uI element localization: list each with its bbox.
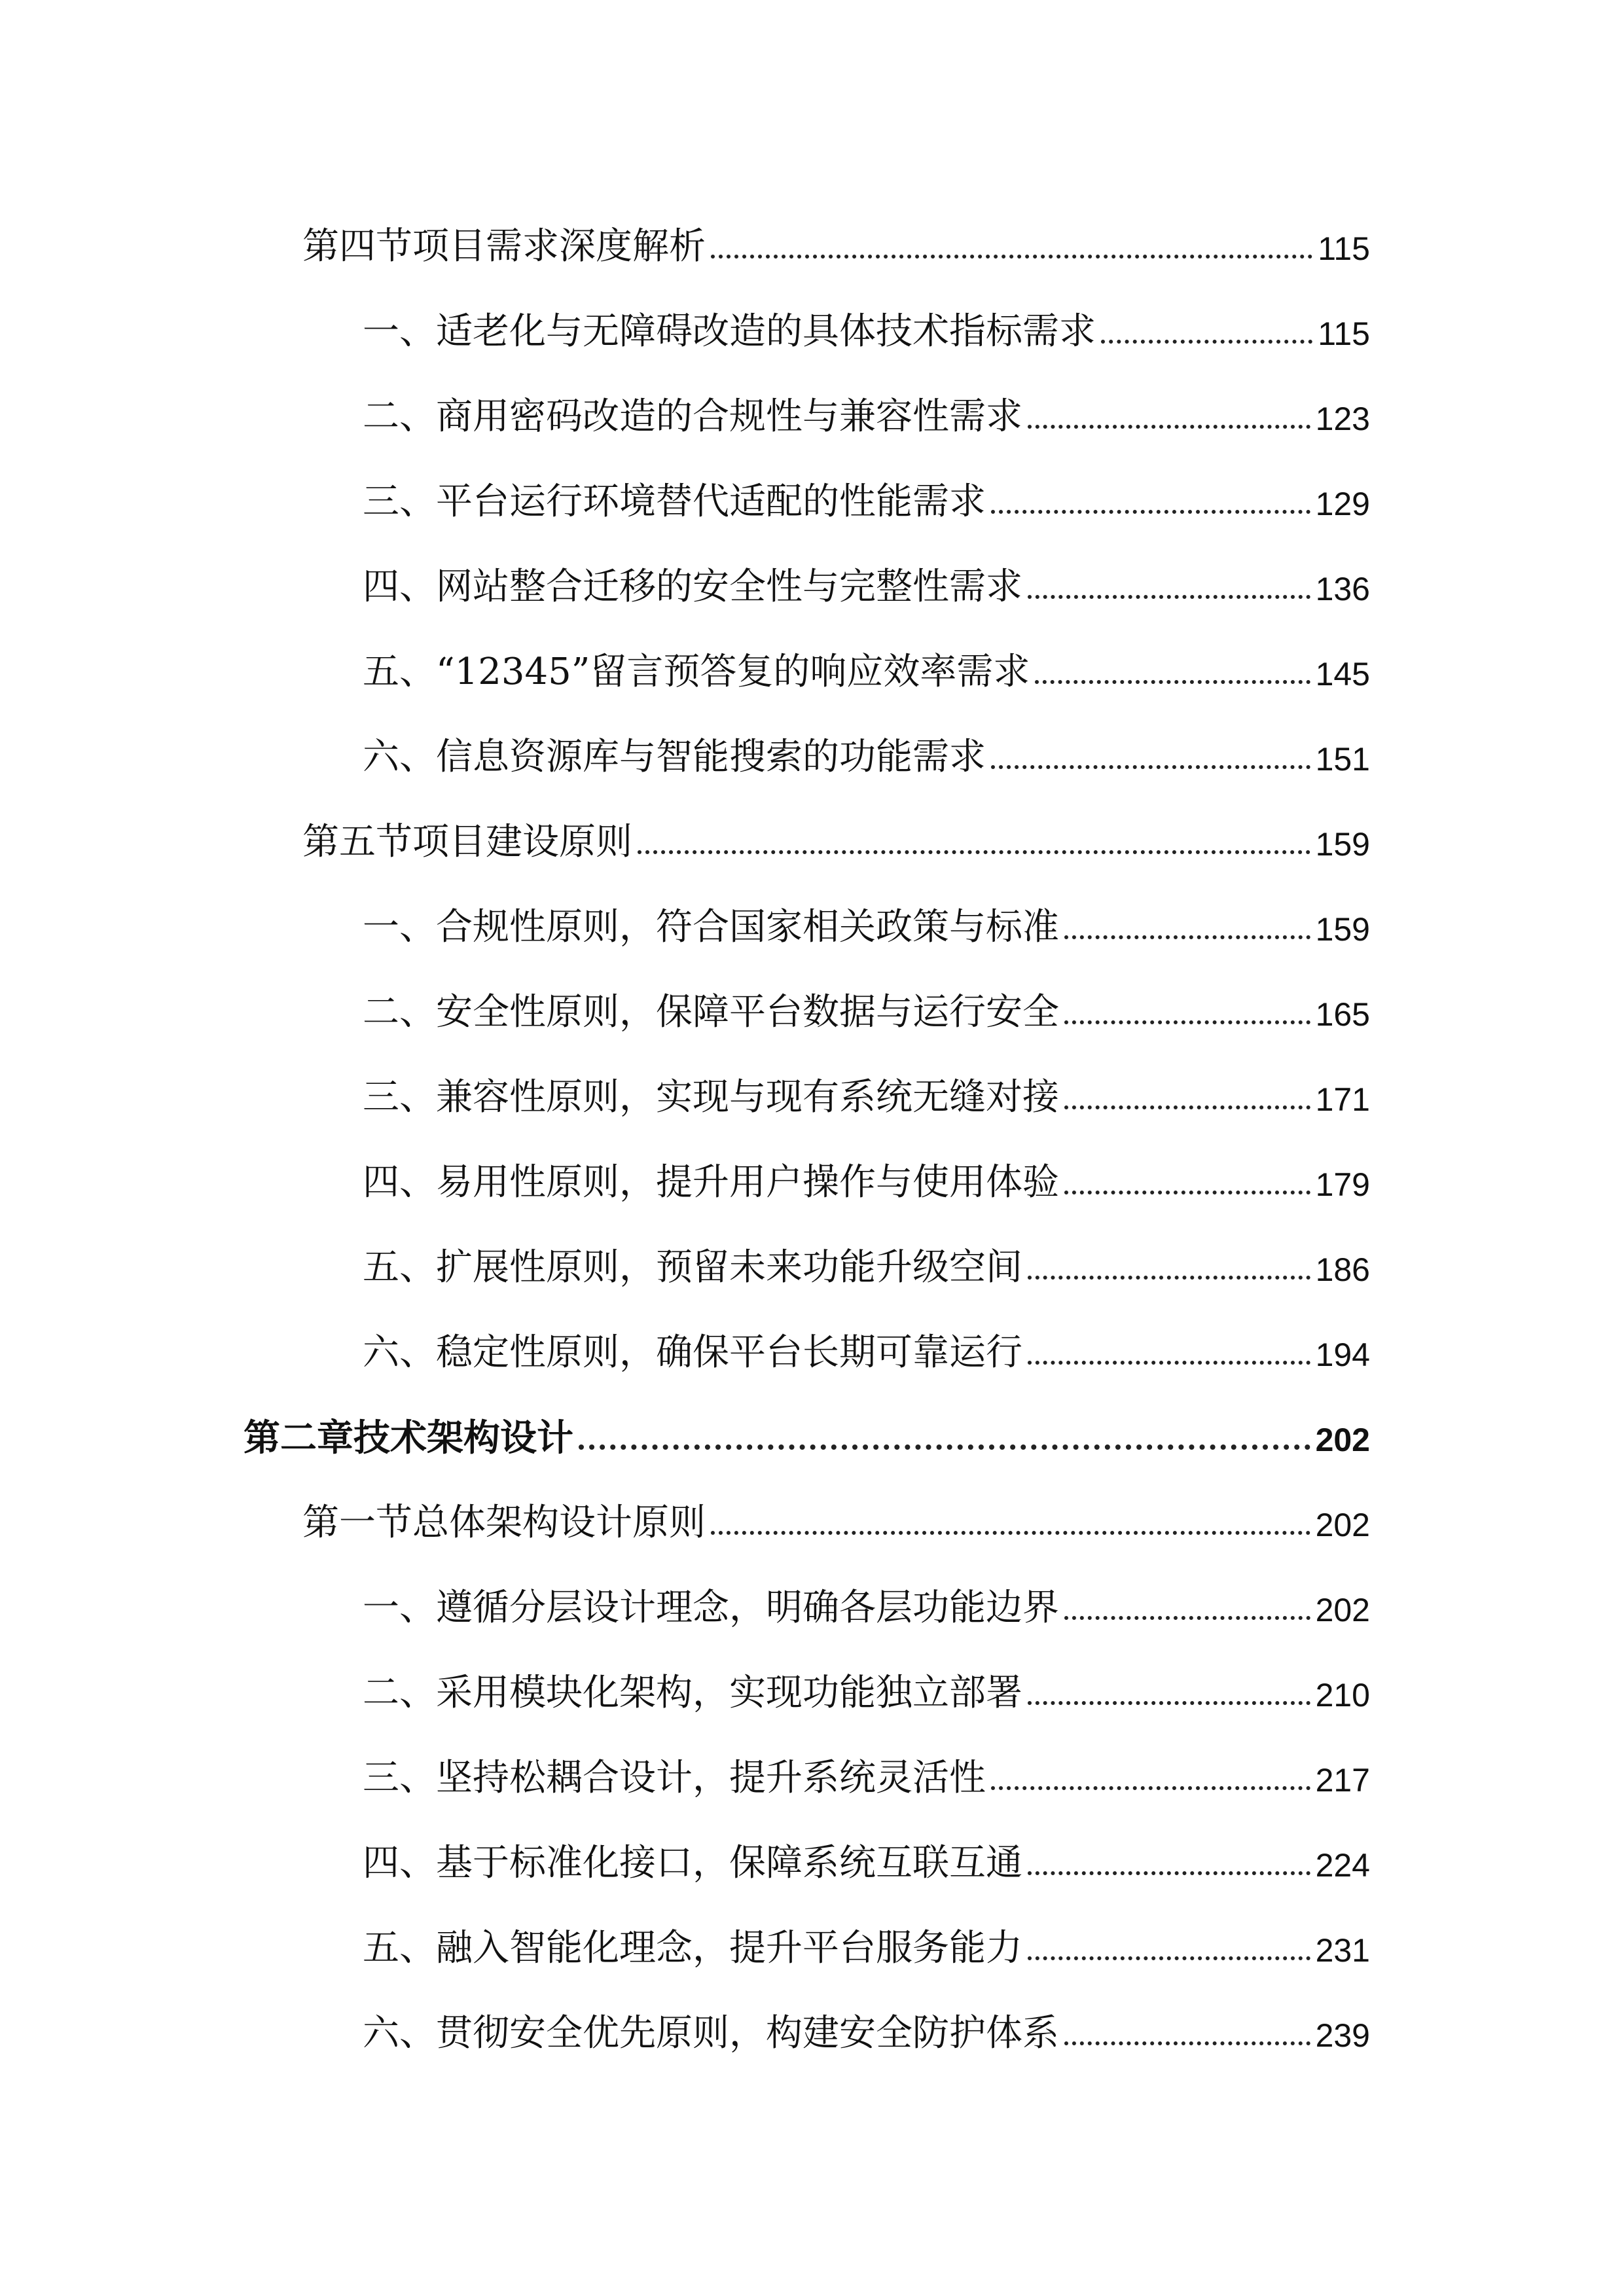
- dot-leader: [991, 1786, 1310, 1790]
- dot-leader: [1028, 1956, 1310, 1960]
- dot-leader: [1101, 340, 1312, 344]
- dot-leader: [1064, 1105, 1310, 1109]
- toc-entry-section[interactable]: [302, 1489, 1370, 1544]
- toc-entry-title: 四、基于标准化接口，保障系统互联互通: [363, 1842, 1022, 1884]
- dot-leader: [1028, 1276, 1310, 1280]
- dot-leader: [579, 1444, 1310, 1450]
- toc-entry-page-number: 202: [1315, 1422, 1370, 1458]
- dot-leader: [1064, 1616, 1310, 1620]
- toc-entry-title: 一、适老化与无障碍改造的具体技术指标需求: [363, 310, 1096, 353]
- toc-entry-title: 五、“12345”留言预答复的响应效率需求: [363, 651, 1030, 693]
- toc-entry-title: 第一节总体架构设计原则: [302, 1501, 706, 1544]
- toc-entry-title: 二、安全性原则，保障平台数据与运行安全: [363, 991, 1059, 1033]
- toc-entry-item[interactable]: [363, 468, 1370, 523]
- toc-entry-chapter[interactable]: [244, 1404, 1370, 1460]
- toc-entry-page-number: 217: [1315, 1762, 1370, 1799]
- toc-entry-item[interactable]: [363, 978, 1370, 1031]
- toc-entry-page-number: 159: [1315, 826, 1370, 863]
- toc-entry-item[interactable]: [363, 2000, 1370, 2052]
- toc-entry-title: 二、采用模块化架构，实现功能独立部署: [363, 1672, 1022, 1714]
- toc-entry-item[interactable]: [363, 1829, 1370, 1882]
- toc-entry-title: 三、兼容性原则，实现与现有系统无缝对接: [363, 1076, 1059, 1119]
- dot-leader: [1028, 1361, 1310, 1365]
- dot-leader: [1064, 1191, 1310, 1194]
- dot-leader: [1035, 680, 1310, 684]
- toc-entry-page-number: 129: [1315, 486, 1370, 522]
- toc-entry-page-number: 145: [1315, 656, 1370, 692]
- toc-entry-item[interactable]: [363, 383, 1370, 438]
- toc-entry-page-number: 224: [1315, 1847, 1370, 1884]
- dot-leader: [1064, 2041, 1310, 2045]
- dot-leader: [991, 765, 1310, 769]
- toc-entry-title: 一、遵循分层设计理念，明确各层功能边界: [363, 1587, 1059, 1629]
- toc-entry-title: 五、融入智能化理念，提升平台服务能力: [363, 1927, 1022, 1969]
- toc-entry-page-number: 171: [1315, 1081, 1370, 1118]
- dot-leader: [711, 255, 1312, 259]
- toc-entry-page-number: 239: [1315, 2017, 1370, 2054]
- toc-entry-section[interactable]: [302, 808, 1370, 861]
- dot-leader: [1064, 1020, 1310, 1024]
- toc-entry-page-number: 159: [1315, 911, 1370, 948]
- toc-entry-item[interactable]: [363, 1064, 1370, 1119]
- toc-entry-title: 一、合规性原则，符合国家相关政策与标准: [363, 906, 1059, 948]
- dot-leader: [638, 850, 1310, 854]
- toc-entry-title: 六、信息资源库与智能搜索的功能需求: [363, 736, 986, 778]
- toc-entry-title: 六、稳定性原则，确保平台长期可靠运行: [363, 1331, 1022, 1374]
- toc-entry-title: 四、易用性原则，提升用户操作与使用体验: [363, 1161, 1059, 1204]
- toc-entry-page-number: 179: [1315, 1166, 1370, 1203]
- toc-entry-title: 三、平台运行环境替代适配的性能需求: [363, 480, 986, 523]
- toc-entry-item[interactable]: [363, 553, 1370, 608]
- toc-entry-page-number: 115: [1318, 230, 1370, 267]
- toc-entry-item[interactable]: [363, 1659, 1370, 1712]
- toc-entry-page-number: 136: [1315, 571, 1370, 607]
- toc-entry-title: 四、网站整合迁移的安全性与完整性需求: [363, 565, 1022, 608]
- toc-entry-title: 第四节项目需求深度解析: [302, 225, 706, 268]
- dot-leader: [1028, 1871, 1310, 1875]
- toc-entry-item[interactable]: [363, 638, 1370, 691]
- toc-entry-title: 第五节项目建设原则: [302, 821, 632, 863]
- toc-entry-item[interactable]: [363, 1744, 1370, 1797]
- toc-entry-item[interactable]: [363, 1914, 1370, 1967]
- dot-leader: [1028, 425, 1310, 429]
- toc-entry-title: 三、坚持松耦合设计，提升系统灵活性: [363, 1757, 986, 1799]
- dot-leader: [1028, 595, 1310, 599]
- dot-leader: [711, 1531, 1310, 1535]
- toc-entry-title: 第二章技术架构设计: [244, 1416, 573, 1460]
- toc-entry-page-number: 115: [1318, 315, 1370, 352]
- toc-entry-item[interactable]: [363, 298, 1370, 353]
- dot-leader: [1064, 935, 1310, 939]
- toc-entry-item[interactable]: [363, 1319, 1370, 1374]
- toc-entry-page-number: 123: [1315, 401, 1370, 437]
- toc-entry-title: 六、贯彻安全优先原则，构建安全防护体系: [363, 2012, 1059, 2054]
- toc-entry-page-number: 194: [1315, 1336, 1370, 1373]
- toc-entry-page-number: 202: [1315, 1592, 1370, 1628]
- toc-entry-item[interactable]: [363, 1234, 1370, 1289]
- toc-entry-page-number: 151: [1315, 741, 1370, 778]
- toc-entry-page-number: 165: [1315, 996, 1370, 1033]
- dot-leader: [991, 510, 1310, 514]
- toc-entry-page-number: 186: [1315, 1251, 1370, 1288]
- toc-entry-item[interactable]: [363, 893, 1370, 946]
- toc-entry-section[interactable]: [302, 213, 1370, 268]
- toc-entry-item[interactable]: [363, 1574, 1370, 1629]
- dot-leader: [1028, 1701, 1310, 1705]
- toc-entry-page-number: 202: [1315, 1507, 1370, 1543]
- toc-entry-page-number: 231: [1315, 1932, 1370, 1969]
- toc-entry-item[interactable]: [363, 723, 1370, 776]
- toc-entry-page-number: 210: [1315, 1677, 1370, 1713]
- toc-entry-item[interactable]: [363, 1149, 1370, 1204]
- toc-entry-title: 五、扩展性原则，预留未来功能升级空间: [363, 1246, 1022, 1289]
- toc-entry-title: 二、商用密码改造的合规性与兼容性需求: [363, 395, 1022, 438]
